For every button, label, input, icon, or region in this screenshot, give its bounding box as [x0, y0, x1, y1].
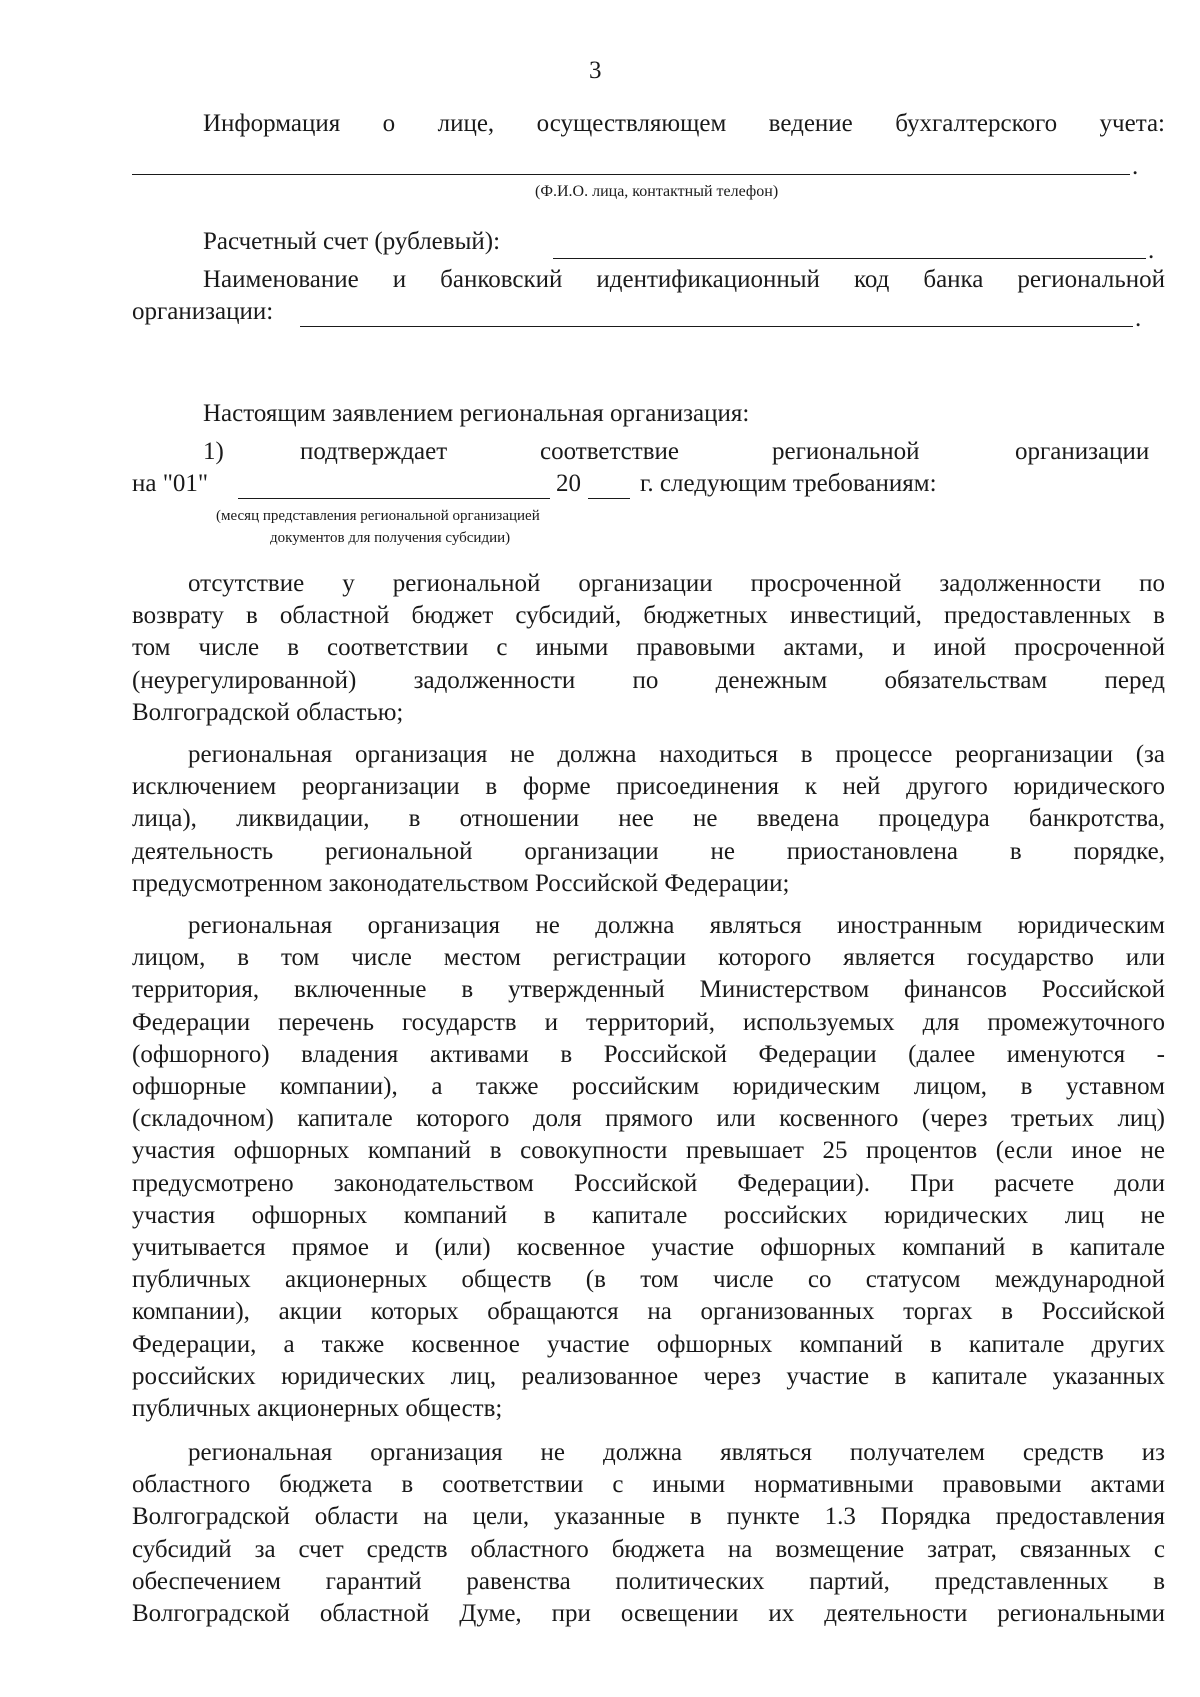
- month-hint-line1: (месяц представления региональной организацией: [216, 508, 540, 524]
- paragraph-line: том числе в соответствии с иными правовыми актами, и иной просроченной: [132, 634, 1165, 662]
- fio-field-period: .: [1132, 153, 1139, 180]
- paragraph-line: деятельность региональной организации не приостановлена в порядке,: [132, 837, 1165, 865]
- paragraph-line: Волгоградской областной Думе, при освещении их деятельности региональными: [132, 1600, 1165, 1628]
- paragraph-line: Волгоградской области на цели, указанные в пункте 1.3 Порядка предоставления: [132, 1503, 1165, 1531]
- paragraph-line: участия офшорных компаний в капитале российских юридических лиц не: [132, 1201, 1165, 1229]
- account-field-line[interactable]: [553, 258, 1146, 259]
- paragraph-line: возврату в областной бюджет субсидий, бюджетных инвестиций, предоставленных в: [132, 602, 1165, 630]
- paragraph-line: областного бюджета в соответствии с иными нормативными правовыми актами: [132, 1471, 1165, 1499]
- paragraph-line: региональная организация не должна являться иностранным юридическим: [188, 912, 1165, 939]
- paragraph-line: лица), ликвидации, в отношении нее не введена процедура банкротства,: [132, 805, 1165, 833]
- accountant-info-label: Информация о лице, осуществляющем ведение бухгалтерского учета:: [203, 110, 1165, 137]
- item1-word-4: организации: [1015, 438, 1150, 465]
- requirement-paragraph-1: [132, 568, 1165, 729]
- paragraph-line: региональная организация не должна находиться в процессе реорганизации (за: [188, 741, 1165, 768]
- bank-label-line1: Наименование и банковский идентификационный код банка региональной: [203, 266, 1165, 293]
- requirement-paragraph-2: [132, 739, 1165, 900]
- paragraph-line: (офшорного) владения активами в Российской Федерации (далее именуются -: [132, 1040, 1165, 1068]
- paragraph-line: Федерации, а также косвенное участие офшорных компаний в капитале других: [132, 1330, 1165, 1358]
- item1-word-3: региональной: [772, 438, 920, 465]
- declaration-intro: Настоящим заявлением региональная организация:: [203, 400, 750, 427]
- paragraph-line: Федерации перечень государств и территорий, используемых для промежуточного: [132, 1008, 1165, 1036]
- account-label: Расчетный счет (рублевый):: [203, 228, 501, 255]
- item1-number: 1): [203, 438, 224, 465]
- month-hint-line2: документов для получения субсидии): [270, 530, 511, 546]
- page-number: 3: [589, 57, 602, 84]
- bank-field-line[interactable]: [300, 326, 1133, 327]
- item1-word-1: подтверждает: [300, 438, 448, 465]
- bank-label-line2: организации:: [132, 298, 274, 325]
- paragraph-line: (неурегулированной) задолженности по денежным обязательствам перед: [132, 666, 1165, 694]
- bank-field-period: .: [1135, 305, 1142, 332]
- paragraph-line: российских юридических лиц, реализованное через участие в капитале указанных: [132, 1362, 1165, 1390]
- paragraph-line: субсидий за счет средств областного бюджета на возмещение затрат, связанных с: [132, 1535, 1165, 1563]
- paragraph-line: предусмотрено законодательством Российской Федерации). При расчете доли: [132, 1169, 1165, 1197]
- paragraph-line: территория, включенные в утвержденный Министерством финансов Российской: [132, 976, 1165, 1004]
- paragraph-line: участия офшорных компаний в совокупности превышает 25 процентов (если иное не: [132, 1137, 1165, 1165]
- year-field-line[interactable]: [588, 498, 630, 499]
- paragraph-line: учитывается прямое и (или) косвенное участие офшорных компаний в капитале: [132, 1234, 1165, 1262]
- requirement-paragraph-4: [132, 1437, 1165, 1630]
- item1-word-2: соответствие: [540, 438, 679, 465]
- account-field-period: .: [1148, 237, 1155, 264]
- requirement-paragraph-3: [132, 910, 1165, 1425]
- item1-year-prefix: 20: [556, 470, 581, 497]
- paragraph-line: предусмотренном законодательством Российской Федерации;: [132, 869, 790, 897]
- paragraph-line: публичных акционерных обществ;: [132, 1395, 503, 1423]
- item1-date-prefix: на "01": [132, 470, 209, 497]
- paragraph-line: компании), акции которых обращаются на организованных торгах в Российской: [132, 1298, 1165, 1326]
- item1-suffix: г. следующим требованиям:: [640, 470, 937, 497]
- paragraph-line: публичных акционерных обществ (в том числе со статусом международной: [132, 1266, 1165, 1294]
- paragraph-line: Волгоградской областью;: [132, 698, 404, 726]
- paragraph-line: региональная организация не должна являться получателем средств из: [188, 1439, 1165, 1466]
- paragraph-line: (складочном) капитале которого доля прямого или косвенного (через третьих лиц): [132, 1105, 1165, 1133]
- month-field-line[interactable]: [238, 498, 550, 499]
- paragraph-line: лицом, в том числе местом регистрации которого является государство или: [132, 944, 1165, 972]
- paragraph-line: офшорные компании), а также российским юридическим лицом, в уставном: [132, 1073, 1165, 1101]
- paragraph-line: отсутствие у региональной организации просроченной задолженности по: [188, 570, 1165, 597]
- fio-field-line[interactable]: [132, 174, 1130, 175]
- paragraph-line: обеспечением гарантий равенства политических партий, представленных в: [132, 1567, 1165, 1595]
- paragraph-line: исключением реорганизации в форме присоединения к ней другого юридического: [132, 773, 1165, 801]
- fio-hint: (Ф.И.О. лица, контактный телефон): [535, 183, 779, 200]
